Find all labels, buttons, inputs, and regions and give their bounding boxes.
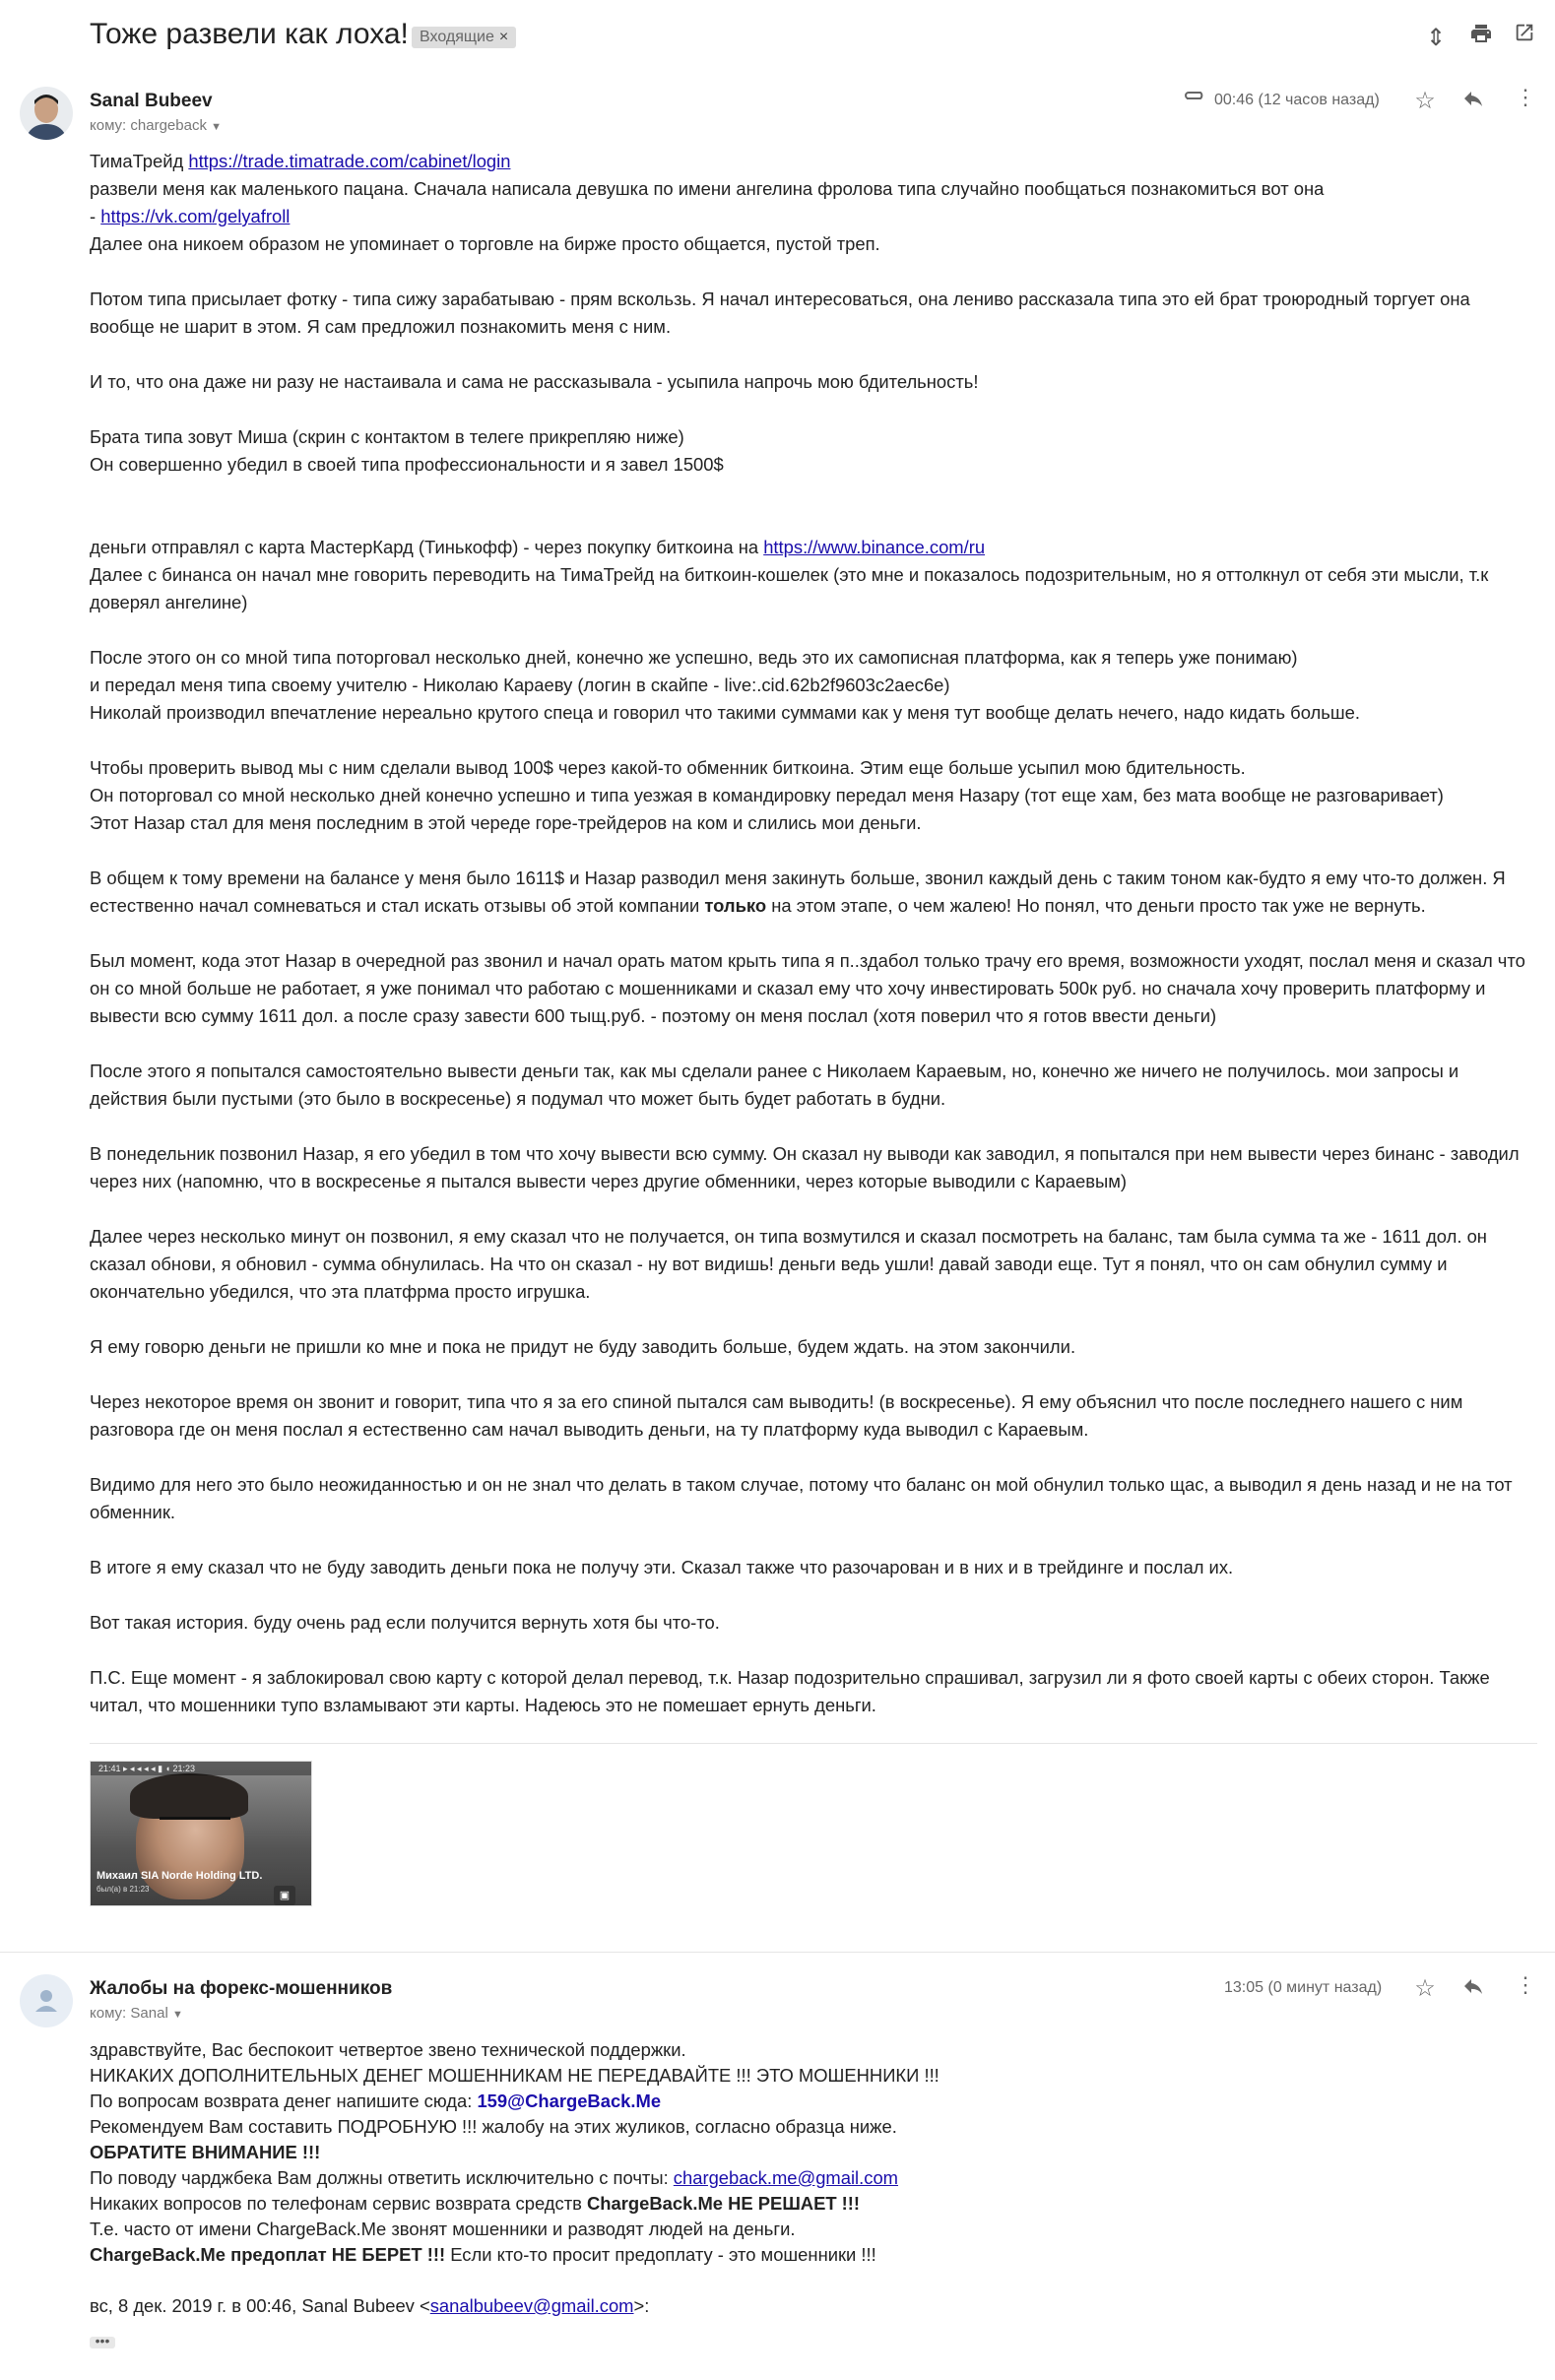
recipient-line[interactable] [90, 2005, 183, 2022]
bold-text: ChargeBack.Me НЕ РЕШАЕТ !!! [587, 2193, 861, 2214]
body-paragraph: И то, что она даже ни разу не настаивала и сама не рассказывала - усыпила напрочь мою бдительность! [90, 371, 979, 392]
attachment-caption: Михаил SIA Norde Holding LTD. [97, 1870, 263, 1882]
body-line: НИКАКИХ ДОПОЛНИТЕЛЬНЫХ ДЕНЕГ МОШЕННИКАМ НЕ ПЕРЕДАВАЙТЕ !!! ЭТО МОШЕННИКИ !!! [90, 2065, 939, 2086]
body-paragraph: В понедельник позвонил Назар, я его убедил в том что хочу вывести всю сумму. Он сказал ну выводи как заводил, я попытался при нем вывести через бинанс - заводил через них (напомню, что в воскресенье я пытался вывести через другие обменники, через которые выводили с Караевым) [90, 1143, 1520, 1191]
body-paragraph [90, 865, 1537, 920]
to-prefix: кому: [90, 117, 127, 134]
bold-text: ChargeBack.Me предоплат НЕ БЕРЕТ !!! [90, 2244, 446, 2265]
body-paragraph: Видимо для него это было неожиданностью и он не знал что делать в таком случае, потому что баланс он мой обнулил только щас, а выводил я день назад и не на тот обменник. [90, 1474, 1513, 1522]
thread-subject: Тоже развели как лоха! [90, 18, 409, 50]
sender-name[interactable]: Sanal Bubeev [90, 91, 213, 111]
recipient-name: chargeback [130, 117, 207, 134]
attachment-thumbnail[interactable] [90, 1761, 312, 1906]
message-divider [0, 1952, 1555, 1953]
body-paragraph [90, 534, 1537, 561]
attachment-subcaption: был(а) в 21:23 [97, 1885, 150, 1894]
body-paragraph: Далее с бинанса он начал мне говорить переводить на ТимаТрейд на биткоин-кошелек (это мне и показалось подозрительным, но я оттолкнул от себя эти мысли, т.к доверял ангелине) [90, 564, 1489, 612]
open-in-new-window-icon[interactable] [1510, 22, 1539, 50]
reply-icon[interactable] [1458, 1974, 1488, 2005]
inbox-label-chip[interactable] [412, 27, 516, 48]
body-paragraph: Через некоторое время он звонит и говорит, типа что я за его спиной пытался сам выводить! (в воскресенье). Я ему объяснил что после последнего нашего с ним разговора где он меня послал я естественно сам начал выводить деньги, на ту платформу куда выводил с Караевым. [90, 1391, 1463, 1440]
text: По поводу чарджбека Вам должны ответить исключительно с почты: [90, 2167, 674, 2188]
text: Если кто-то просит предоплату - это мошенники !!! [445, 2244, 876, 2265]
bold-text: только [704, 895, 767, 916]
message-timestamp: 13:05 (0 минут назад) [1224, 1979, 1383, 1996]
body-paragraph: Потом типа присылает фотку - типа сижу зарабатываю - прям вскользь. Я начал интересоваться, она лениво рассказала типа это ей брат троюродный торгует она вообще не шарит в этом. Я сам предложил познакомить меня с ним. [90, 289, 1470, 337]
timatrade-link[interactable]: https://trade.timatrade.com/cabinet/login [188, 151, 511, 171]
more-options-icon[interactable]: ⋮ [1515, 85, 1536, 109]
body-paragraph: Брата типа зовут Миша (скрин с контактом в телеге прикрепляю ниже) [90, 426, 684, 447]
remove-label-icon[interactable]: × [498, 29, 509, 45]
text: - [90, 206, 101, 226]
body-paragraph [90, 148, 1537, 175]
vk-link[interactable]: https://vk.com/gelyafroll [100, 206, 291, 226]
body-paragraph: Вот такая история. буду очень рад если получится вернуть хотя бы что-то. [90, 1612, 720, 1633]
body-paragraph: и передал меня типа своему учителю - Николаю Караеву (логин в скайпе - live:.cid.62b2f9603c2aec6e) [90, 675, 950, 695]
body-line: Т.е. часто от имени ChargeBack.Me звонят мошенники и разводят людей на деньги. [90, 2219, 796, 2239]
bold-text: ОБРАТИТЕ ВНИМАНИЕ !!! [90, 2142, 321, 2162]
expand-collapse-icon[interactable]: ⇕ [1425, 25, 1447, 51]
label-text: Входящие [420, 29, 494, 45]
star-icon[interactable]: ☆ [1414, 88, 1436, 114]
to-prefix: кому: [90, 2005, 127, 2022]
text: В общем к тому времени на балансе у меня было 1611$ и Назар разводил меня закинуть больше, звонил каждый день с таким тоном как-будто я ему что-то должен. Я естественно начал сомневаться и стал искать отзывы об этой компании [90, 868, 1506, 916]
image-type-icon: ▣ [274, 1886, 295, 1905]
body-paragraph: Чтобы проверить вывод мы с ним сделали вывод 100$ через какой-то обменник биткоина. Этим еще больше усыпил мою бдительность. [90, 757, 1246, 778]
body-line: Рекомендуем Вам составить ПОДРОБНУЮ !!! жалобу на этих жуликов, согласно образца ниже. [90, 2116, 897, 2137]
body-paragraph: Далее она никоем образом не упоминает о торговле на бирже просто общается, пустой треп. [90, 233, 880, 254]
body-paragraph: Я ему говорю деньги не пришли ко мне и пока не придут не буду заводить больше, будем ждать. на этом закончили. [90, 1336, 1076, 1357]
phone-status-bar: 21:41 ▸ ◂ ◂ ◂ ◂ ▮ ◖ 21:23 [91, 1762, 311, 1775]
chargeback-email-link[interactable]: chargeback.me@gmail.com [673, 2167, 899, 2188]
photo-hair [130, 1773, 248, 1819]
attachment-clip-icon [1184, 91, 1207, 111]
body-paragraph: В итоге я ему сказал что не буду заводить деньги пока не получу эти. Сказал также что разочарован и в них и в трейдинге и послал их. [90, 1557, 1234, 1577]
message-body [90, 148, 1537, 1719]
body-line [90, 2089, 1537, 2114]
reply-icon[interactable] [1458, 87, 1488, 117]
text: По вопросам возврата денег напишите сюда: [90, 2091, 478, 2111]
photo-glasses [160, 1817, 230, 1833]
sender-avatar[interactable] [20, 87, 73, 140]
print-icon[interactable] [1466, 22, 1496, 52]
message-timestamp: 00:46 (12 часов назад) [1214, 92, 1380, 108]
body-paragraph [90, 203, 1537, 230]
sender-avatar[interactable] [20, 1974, 73, 2027]
body-paragraph: П.С. Еще момент - я заблокировал свою карту с которой делал перевод, т.к. Назар подозрительно спрашивал, загрузил ли я фото своей карты с обеих сторон. Также читал, что мошенники тупо взламывают эти карты. Надеюсь это не помешает ернуть деньги. [90, 1667, 1490, 1715]
body-line [90, 2165, 1537, 2191]
details-dropdown-icon[interactable]: ▼ [211, 121, 223, 133]
body-paragraph: Николай производил впечатление нереально крутого спеца и говорил что такими суммами как у меня тут вообще делать нечего, надо кидать больше. [90, 702, 1360, 723]
body-paragraph: Он совершенно убедил в своей типа профессиональности и я завел 1500$ [90, 454, 724, 475]
show-trimmed-content-button[interactable]: ••• [90, 2337, 115, 2348]
body-paragraph: После этого он со мной типа поторговал несколько дней, конечно же успешно, ведь это их самописная платформа, как я теперь уже понимаю) [90, 647, 1298, 668]
body-paragraph: Был момент, кода этот Назар в очередной раз звонил и начал орать матом крыть типа я п..здабол только трачу его время, возможности уходят, послал меня и сказал что он со мной больше не работает, я уже понимал что работаю с мошенниками и сказал ему что хочу инвестировать 500к руб. но сначала хочу проверить платформу и вывести всю сумму 1611 дол. а после сразу завести 600 тыщ.руб. - поэтому он меня послал (хотя поверил что я готов ввести деньги) [90, 950, 1525, 1026]
text: >: [633, 2295, 650, 2316]
text: на этом этапе, о чем жалею! Но понял, что деньги просто так уже не вернуть. [766, 895, 1426, 916]
text: Никаких вопросов по телефонам сервис возврата средств [90, 2193, 588, 2214]
body-paragraph: Он поторговал со мной несколько дней конечно успешно и типа уезжая в командировку передал меня Назару (тот еще хам, без мата вообще не разговаривает) [90, 785, 1444, 805]
body-line [90, 2191, 1537, 2217]
quoted-sender-email-link[interactable]: sanalbubeev@gmail.com [429, 2295, 634, 2316]
body-line [90, 2140, 1537, 2165]
body-line: здравствуйте, Вас беспокоит четвертое звено технической поддержки. [90, 2039, 686, 2060]
sender-name[interactable]: Жалобы на форекс-мошенников [90, 1978, 393, 1999]
star-icon[interactable]: ☆ [1414, 1975, 1436, 2002]
binance-link[interactable]: https://www.binance.com/ru [763, 537, 986, 557]
body-paragraph: развели меня как маленького пацана. Сначала написала девушка по имени ангелина фролова типа случайно пообщаться познакомиться вот она [90, 178, 1325, 199]
recipient-name: Sanal [130, 2005, 168, 2022]
support-email-link[interactable]: 159@ChargeBack.Me [477, 2091, 662, 2111]
body-paragraph: После этого я попытался самостоятельно вывести деньги так, как мы сделали ранее с Николаем Караевым, но, конечно же ничего не получилось. мои запросы и действия были пустыми (это было в воскресенье) я подумал что может быть будет работать в будни. [90, 1061, 1459, 1109]
attachments-divider [90, 1743, 1537, 1744]
text: деньги отправлял с карта МастерКард (Тинькофф) - через покупку биткоина на [90, 537, 764, 557]
body-paragraph: Этот Назар стал для меня последним в этой череде горе-трейдеров на ком и слились мои деньги. [90, 812, 922, 833]
text: вс, 8 дек. 2019 г. в 00:46, Sanal Bubeev < [90, 2295, 430, 2316]
details-dropdown-icon[interactable]: ▼ [171, 2009, 183, 2021]
message-body [90, 2037, 1537, 2319]
more-options-icon[interactable]: ⋮ [1515, 1972, 1536, 1997]
quote-header [90, 2293, 1537, 2319]
body-paragraph: Далее через несколько минут он позвонил, я ему сказал что не получается, он типа возмутился и сказал посмотреть на баланс, там была сумма та же - 1611 дол. он сказал обнови, я обновил - сумма обнулилась. На что он сказал - ну вот видишь! деньги ведь ушли! давай заводи еще. Тут я понял, что он сам обнулил сумму и окончательно убедился, что эта платфрма просто игрушка. [90, 1226, 1487, 1302]
body-line [90, 2242, 1537, 2268]
recipient-line[interactable] [90, 117, 222, 134]
text: ТимаТрейд [90, 151, 189, 171]
